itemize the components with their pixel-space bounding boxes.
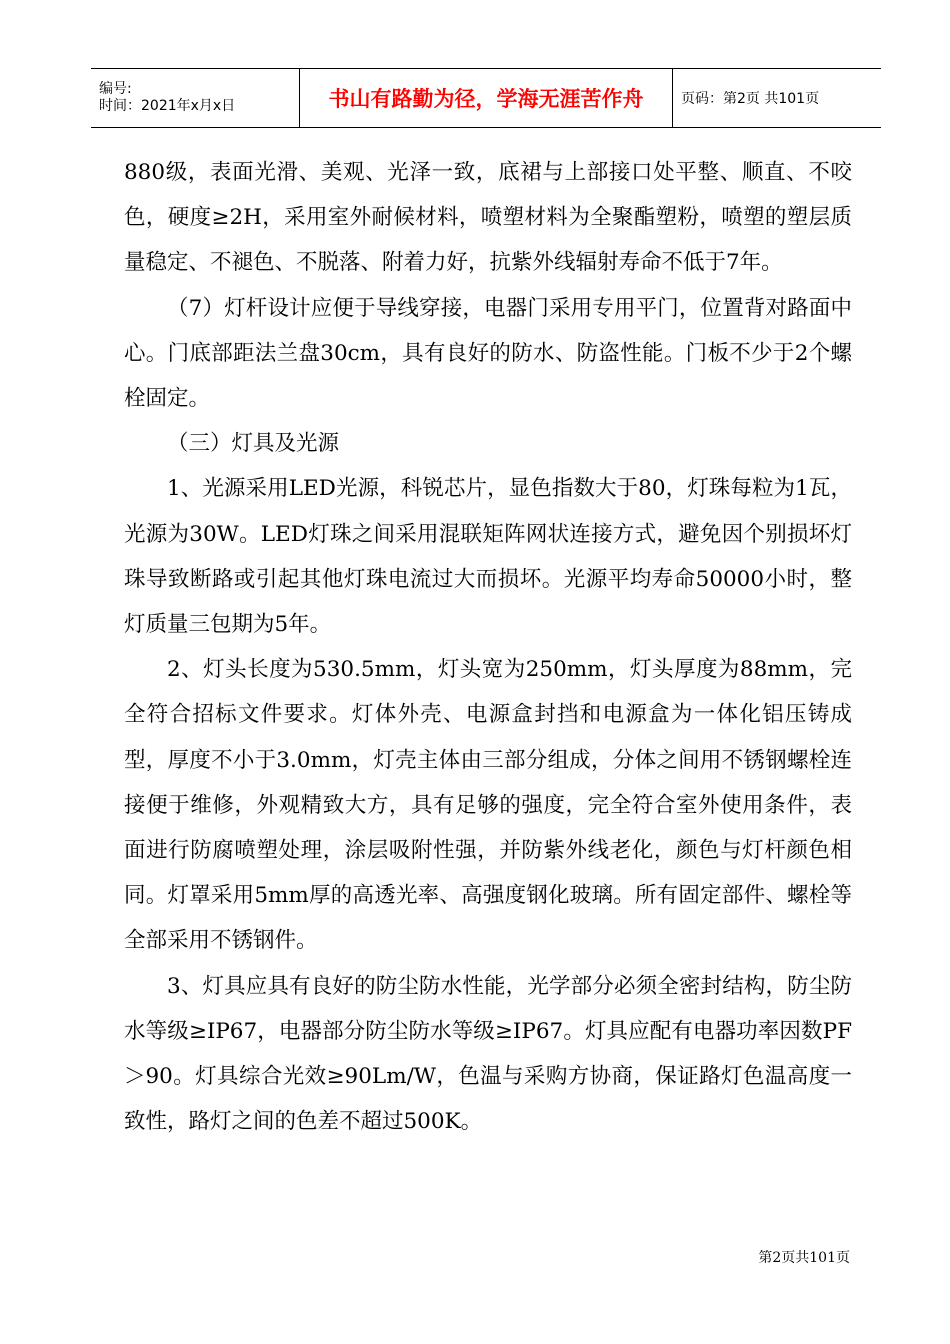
- page-header: [91, 68, 881, 128]
- document-body: [124, 150, 852, 1144]
- header-meta: [91, 69, 300, 128]
- paragraph-item-3: 3、灯具应具有良好的防尘防水性能，光学部分必须全密封结构，防尘防水等级≥IP67，电器部分防尘防水等级≥IP67。灯具应配有电器功率因数PF＞90。灯具综合光效≥90Lm/W，色温与采购方协商，保证路灯色温高度一致性，路灯之间的色差不超过500K。: [124, 973, 852, 1135]
- header-motto: 书山有路勤为径，学海无涯苦作舟: [300, 69, 673, 128]
- time-label: 时间：2021年x月x日: [99, 98, 236, 114]
- paragraph-continuation: 880级，表面光滑、美观、光泽一致，底裙与上部接口处平整、顺直、不咬色，硬度≥2H，采用室外耐候材料，喷塑材料为全聚酯塑粉，喷塑的塑层质量稳定、不褪色、不脱落、附着力好，抗紫外线辐射寿命不低于7年。: [124, 160, 852, 276]
- section-heading: （三）灯具及光源: [167, 431, 340, 457]
- page-footer: 第2页共101页: [758, 1250, 850, 1266]
- header-page-label: 页码：第2页 共101页: [673, 69, 882, 128]
- paragraph-item-1: 1、光源采用LED光源，科锐芯片，显色指数大于80，灯珠每粒为1瓦，光源为30W。LED灯珠之间采用混联矩阵网状连接方式，避免因个别损坏灯珠导致断路或引起其他灯珠电流过大而损坏。光源平均寿命50000小时，整灯质量三包期为5年。: [124, 476, 852, 638]
- paragraph-item-7: （7）灯杆设计应便于导线穿接，电器门采用专用平门，位置背对路面中心。门底部距法兰盘30cm，具有良好的防水、防盗性能。门板不少于2个螺栓固定。: [124, 295, 852, 412]
- paragraph-item-2: 2、灯头长度为530.5mm，灯头宽为250mm，灯头厚度为88mm，完全符合招标文件要求。灯体外壳、电源盒封挡和电源盒为一体化铝压铸成型，厚度不小于3.0mm，灯壳主体由三部分组成，分体之间用不锈钢螺栓连接便于维修，外观精致大方，具有足够的强度，完全符合室外使用条件，表面进行防腐喷塑处理，涂层吸附性强，并防紫外线老化，颜色与灯杆颜色相同。灯罩采用5mm厚的高透光率、高强度钢化玻璃。所有固定部件、螺栓等全部采用不锈钢件。: [124, 657, 852, 954]
- code-label: 编号:: [99, 81, 132, 97]
